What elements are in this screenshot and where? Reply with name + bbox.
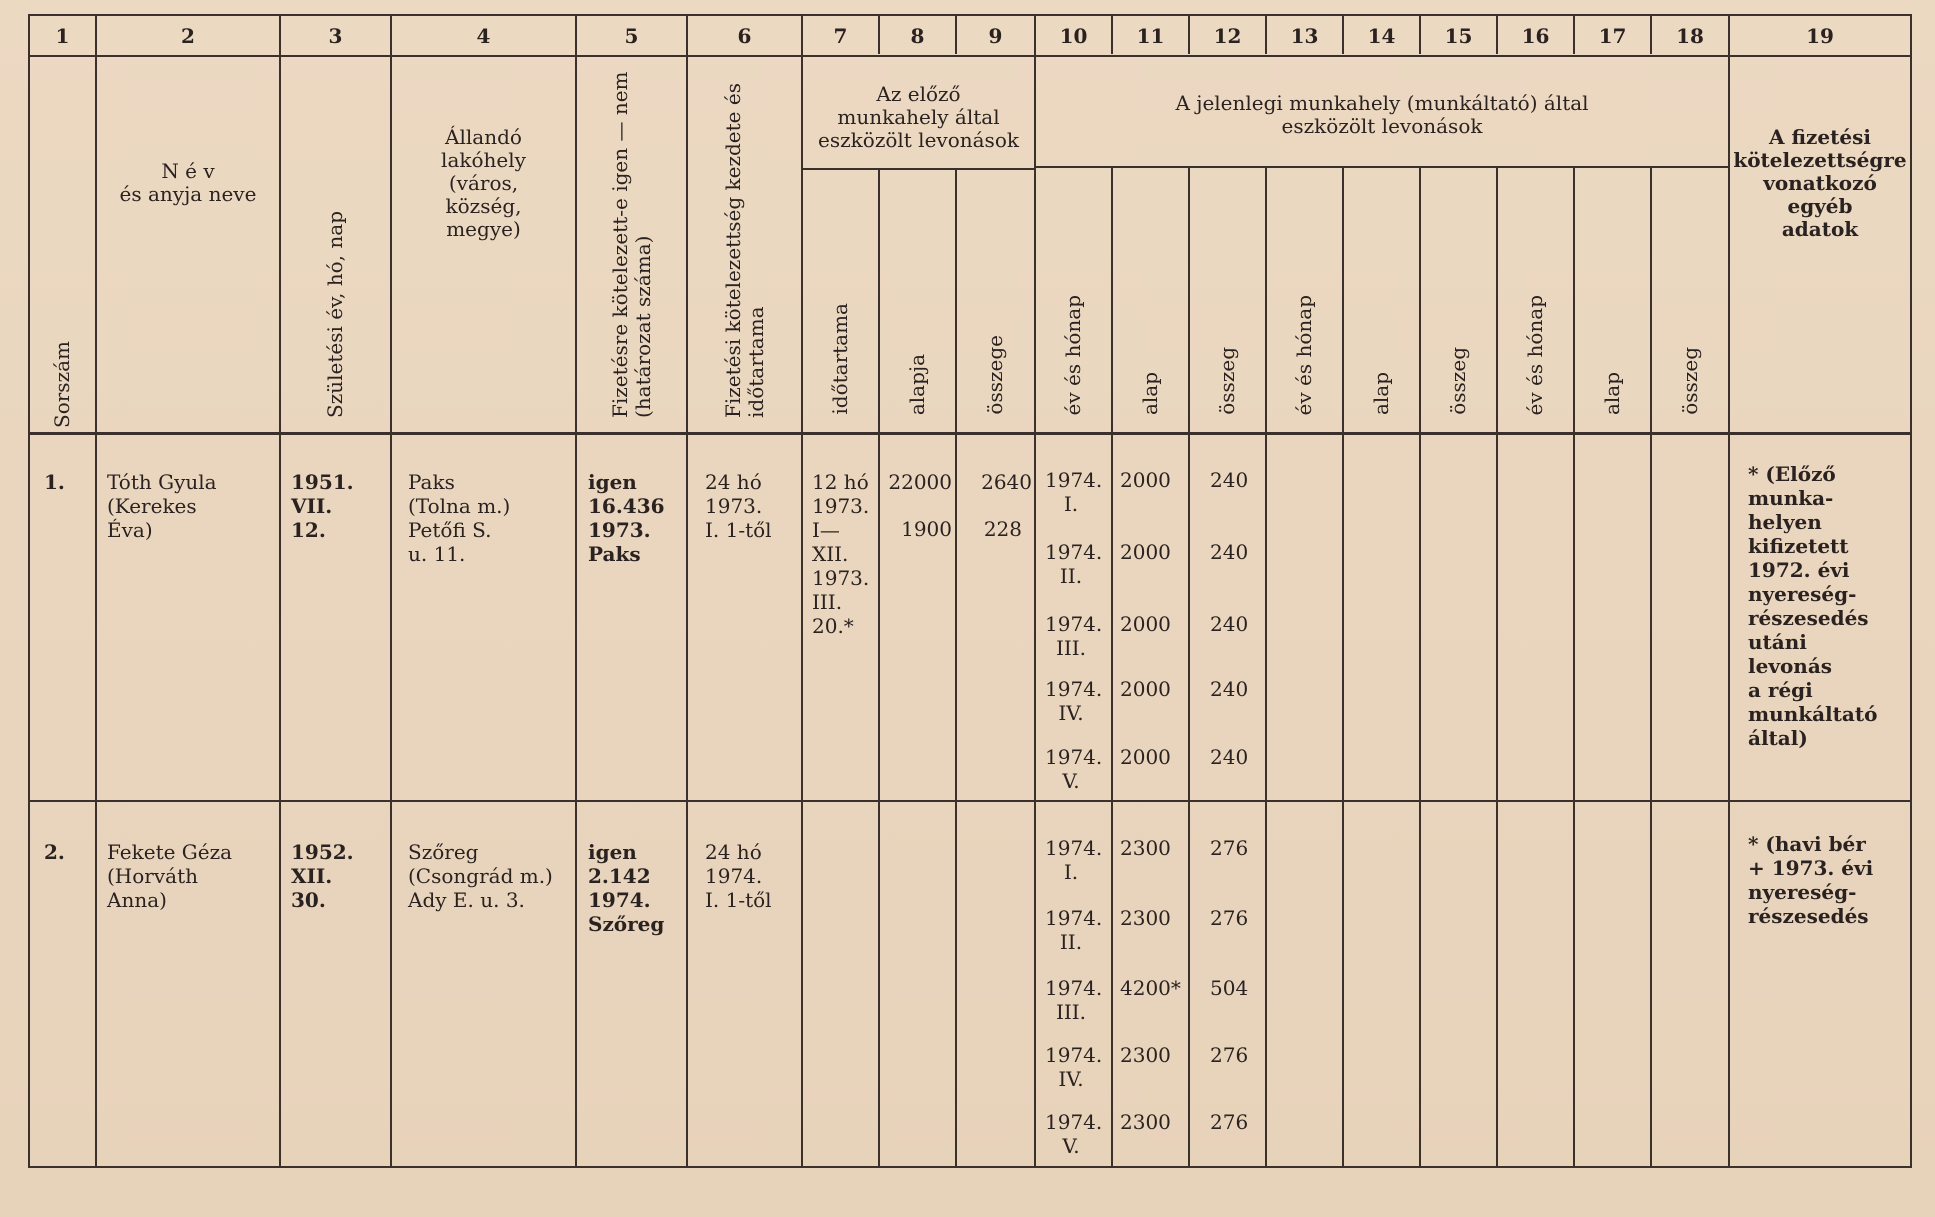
row2-nev: Fekete Géza (Horváth Anna) xyxy=(107,840,233,912)
monthly-osszeg: 276 xyxy=(1210,836,1249,860)
monthly-alap: 2300 xyxy=(1120,906,1171,930)
row1-idotartama: 12 hó 1973. I— XII. 1973. III. 20.* xyxy=(812,470,870,638)
column-number: 3 xyxy=(328,24,343,48)
column-number: 2 xyxy=(181,24,195,48)
header-fizetesre: Fizetésre kötelezett-e igen — nem (határozat száma) xyxy=(607,71,655,418)
monthly-alap: 2300 xyxy=(1120,1110,1171,1134)
sub-header: összeg xyxy=(1446,347,1470,415)
row1-osszege-1: 2640 xyxy=(981,470,1032,494)
monthly-osszeg: 240 xyxy=(1210,612,1249,636)
row2-fizetesre: igen 2.142 1974. Szőreg xyxy=(588,840,665,936)
column-number: 16 xyxy=(1521,24,1550,48)
monthly-period: 1974. IV. xyxy=(1045,1043,1103,1091)
column-number: 12 xyxy=(1213,24,1242,48)
column-number: 14 xyxy=(1367,24,1396,48)
sub-header: összeg xyxy=(1215,347,1239,415)
row1-osszege-2: 228 xyxy=(983,517,1022,541)
column-number: 7 xyxy=(833,24,848,48)
header-lakohely: Állandó lakóhely (város, község, megye) xyxy=(441,124,526,241)
header-nev: N é v és anyja neve xyxy=(119,159,257,206)
sub-header: év és hónap xyxy=(1061,294,1085,415)
column-number: 17 xyxy=(1598,24,1627,48)
row1-alapja-2: 1900 xyxy=(901,517,952,541)
sub-header: alap xyxy=(1600,371,1624,415)
rule-group-bottom xyxy=(802,168,1034,170)
monthly-period: 1974. V. xyxy=(1045,745,1103,793)
sub-header: összege xyxy=(983,335,1007,415)
sub-header: év és hónap xyxy=(1292,294,1316,415)
monthly-osszeg: 240 xyxy=(1210,677,1249,701)
monthly-alap: 2000 xyxy=(1120,612,1171,636)
rule-group2-bottom xyxy=(1036,166,1728,168)
monthly-alap: 2000 xyxy=(1120,745,1171,769)
monthly-alap: 2000 xyxy=(1120,540,1171,564)
header-jelenlegi-group: A jelenlegi munkahely (munkáltató) által eszközölt levonások xyxy=(1175,91,1589,138)
header-elozo-group: Az előző munkahely által eszközölt levonások xyxy=(818,82,1019,152)
monthly-osszeg: 276 xyxy=(1210,1043,1249,1067)
column-number: 1 xyxy=(55,24,70,48)
column-number: 5 xyxy=(624,24,639,48)
monthly-osszeg: 504 xyxy=(1210,976,1249,1000)
sub-header: alapja xyxy=(905,353,929,415)
column-number: 6 xyxy=(737,24,752,48)
monthly-osszeg: 276 xyxy=(1210,1110,1249,1134)
monthly-period: 1974. I. xyxy=(1045,836,1103,884)
row1-kotelezettseg: 24 hó 1973. I. 1-től xyxy=(705,470,772,542)
column-number: 18 xyxy=(1676,24,1704,48)
monthly-alap: 2300 xyxy=(1120,836,1171,860)
monthly-alap: 2300 xyxy=(1120,1043,1171,1067)
sub-header: időtartama xyxy=(828,303,852,415)
column-number: 19 xyxy=(1806,24,1834,48)
column-number: 11 xyxy=(1136,24,1165,48)
sub-header: év és hónap xyxy=(1523,294,1547,415)
row2-kotelezettseg: 24 hó 1974. I. 1-től xyxy=(705,840,772,912)
rule-v19 xyxy=(1910,14,1912,1168)
column-number: 10 xyxy=(1059,24,1088,48)
monthly-alap: 4200* xyxy=(1120,976,1181,1000)
monthly-alap: 2000 xyxy=(1120,468,1171,492)
monthly-period: 1974. III. xyxy=(1045,976,1103,1024)
column-number: 13 xyxy=(1290,24,1319,48)
column-number: 9 xyxy=(988,24,1003,48)
row1-lakohely: Paks (Tolna m.) Petőfi S. u. 11. xyxy=(408,470,511,566)
header-egyeb: A fizetési kötelezettségre vonatkozó egyéb adatok xyxy=(1733,124,1907,241)
monthly-period: 1974. IV. xyxy=(1045,677,1103,725)
row1-sorszam: 1. xyxy=(44,470,65,494)
row1-fizetesre: igen 16.436 1973. Paks xyxy=(588,470,665,566)
monthly-period: 1974. I. xyxy=(1045,468,1103,516)
rule-row1-bottom xyxy=(28,800,1912,802)
row2-lakohely: Szőreg (Csongrád m.) Ady E. u. 3. xyxy=(408,840,553,912)
row2-sorszam: 2. xyxy=(44,840,65,864)
rule-row2-bottom xyxy=(28,1166,1912,1168)
row1-nev: Tóth Gyula (Kerekes Éva) xyxy=(107,470,217,542)
monthly-osszeg: 240 xyxy=(1210,540,1249,564)
rule-top xyxy=(28,14,1912,16)
monthly-osszeg: 276 xyxy=(1210,906,1249,930)
row1-egyeb: * (Előző munka- helyen kifizetett 1972. évi nyereség- részesedés utáni levonás a régi munkáltató által) xyxy=(1748,462,1878,750)
row2-egyeb: * (havi bér + 1973. évi nyereség- részesedés xyxy=(1748,832,1874,928)
monthly-period: 1974. III. xyxy=(1045,612,1103,660)
row1-szuletesi: 1951. VII. 12. xyxy=(291,470,354,542)
monthly-period: 1974. II. xyxy=(1045,906,1103,954)
sub-header: összeg xyxy=(1677,347,1702,415)
column-number: 4 xyxy=(476,24,491,48)
row1-alapja-1: 22000 xyxy=(888,470,952,494)
monthly-alap: 2000 xyxy=(1120,677,1171,701)
monthly-osszeg: 240 xyxy=(1210,468,1249,492)
header-kotelezettseg: Fizetési kötelezettség kezdete és időtartama xyxy=(720,83,768,418)
monthly-period: 1974. II. xyxy=(1045,540,1103,588)
row2-szuletesi: 1952. XII. 30. xyxy=(291,840,354,912)
rule-numbers-bottom xyxy=(28,55,1912,57)
column-number: 15 xyxy=(1444,24,1473,48)
sub-header: alap xyxy=(1369,371,1393,415)
sub-header: alap xyxy=(1138,371,1162,415)
monthly-period: 1974. V. xyxy=(1045,1110,1103,1158)
column-number: 8 xyxy=(910,24,925,48)
header-sorszam: Sorszám xyxy=(50,341,74,428)
rule-header-bottom xyxy=(28,432,1912,435)
monthly-osszeg: 240 xyxy=(1210,745,1249,769)
header-szuletesi: Születési év, hó, nap xyxy=(323,211,347,418)
